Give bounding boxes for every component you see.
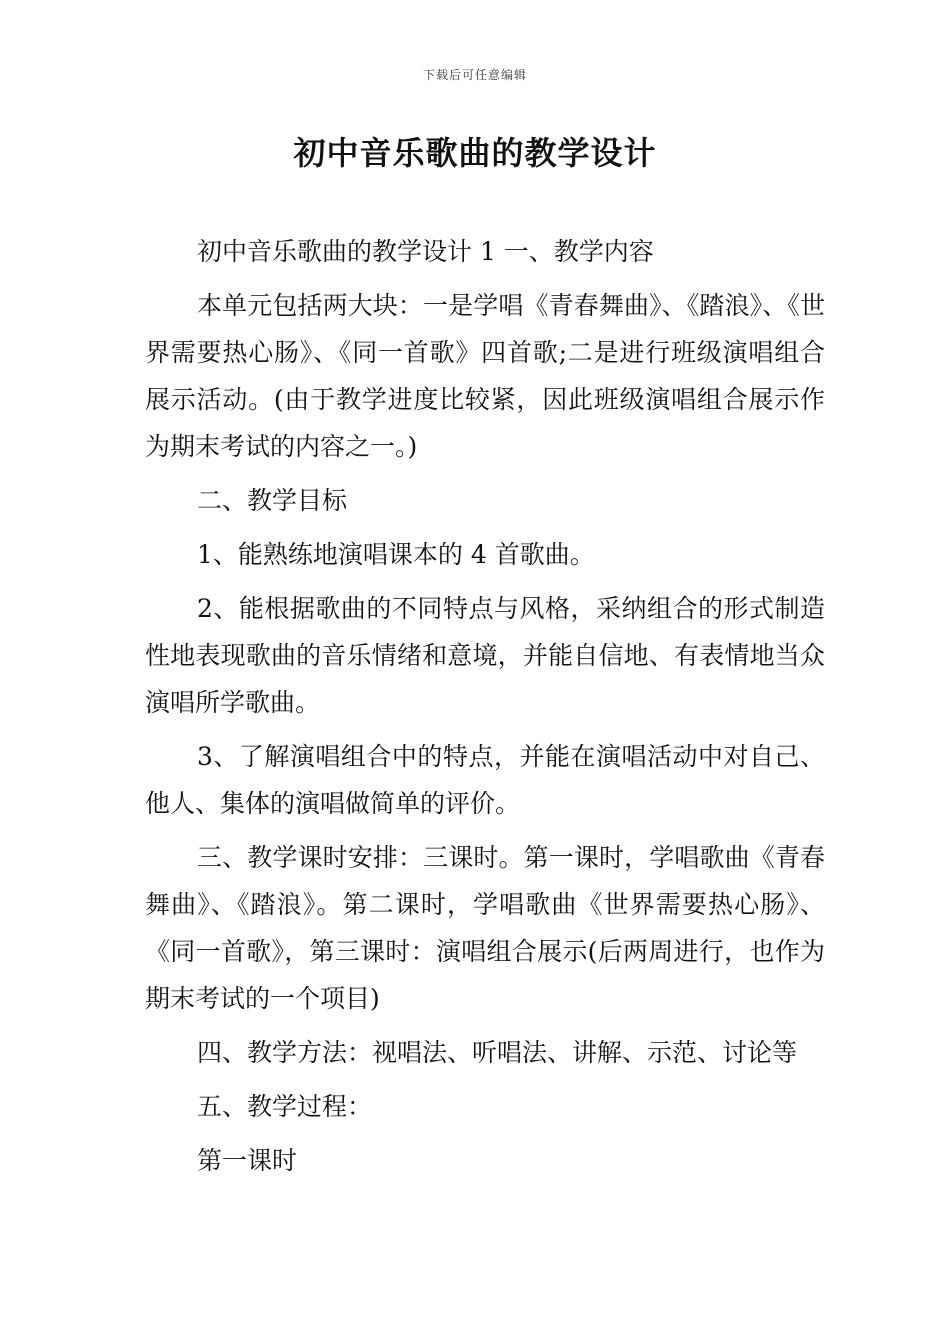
paragraph-schedule: 三、教学课时安排：三课时。第一课时，学唱歌曲《青春舞曲》、《踏浪》。第二课时，学唱歌曲《世界需要热心肠》、《同一首歌》，第三课时：演唱组合展示(后两周进行，也作为期末考试的一个项目)	[145, 843, 825, 1013]
header-note: 下载后可任意编辑	[422, 68, 527, 82]
paragraph-goal-2: 2、能根据歌曲的不同特点与风格，采纳组合的形式制造性地表现歌曲的音乐情绪和意境，并能自信地、有表情地当众演唱所学歌曲。	[145, 594, 825, 717]
paragraph-goal-3: 3、了解演唱组合中的特点，并能在演唱活动中对自己、他人、集体的演唱做简单的评价。	[145, 742, 825, 818]
paragraph-content-description: 本单元包括两大块：一是学唱《青春舞曲》、《踏浪》、《世界需要热心肠》、《同一首歌》四首歌;二是进行班级演唱组合展示活动。(由于教学进度比较紧，因此班级演唱组合展示作为期末考试的内容之一。)	[145, 291, 825, 461]
document-body	[145, 228, 825, 1191]
paragraph-process-heading: 五、教学过程：	[197, 1092, 373, 1121]
paragraph-goals-heading: 二、教学目标	[197, 486, 348, 515]
paragraph-methods: 四、教学方法：视唱法、听唱法、讲解、示范、讨论等	[197, 1038, 798, 1067]
paragraph-content-heading: 初中音乐歌曲的教学设计 1 一、教学内容	[197, 237, 654, 266]
paragraph-first-lesson: 第一课时	[197, 1146, 298, 1175]
paragraph-goal-1: 1、能熟练地演唱课本的 4 首歌曲。	[197, 540, 595, 569]
page-title: 初中音乐歌曲的教学设计	[293, 134, 657, 172]
